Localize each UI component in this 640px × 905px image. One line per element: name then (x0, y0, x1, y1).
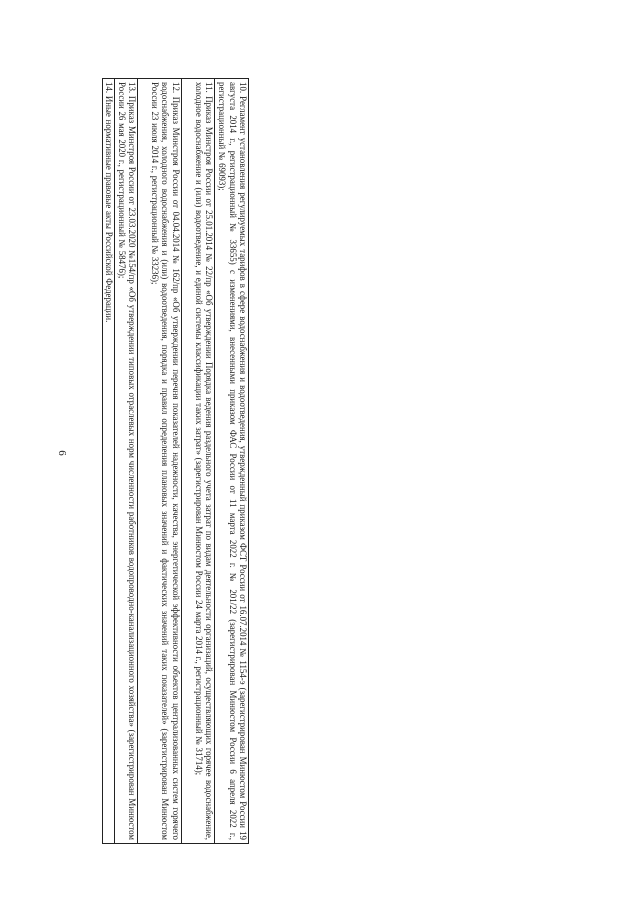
table-cell-11: 11. Приказ Минстроя России от 25.01.2014 № 22/пр «Об утверждении Порядка ведения раздельного учета затрат по видам деятельности организаций, осуществляющих горячее водоснабжение, холодное водоснабжение и (или) водоотведение, и единой системы классификации таких затрат» (зарегистрирован Минюстом России 24 марта 2014 г., регистрационный № 31714); (181, 79, 214, 844)
table-row (114, 79, 137, 844)
table-cell-13: 13. Приказ Минстроя России от 23.03.2020 №154/пр «Об утверждении типовых отраслевых норм численности работников водопроводно-канализационного хозяйства» (зарегистрирован Минюстом России 26 мая 2020 г., регистрационный № 58476); (114, 79, 137, 844)
table-row (181, 79, 214, 844)
rotated-table-wrapper (102, 78, 249, 844)
table-row (137, 79, 181, 844)
page-number: 6 (56, 450, 68, 456)
table-cell-10: 10. Регламент установления регулируемых тарифов в сфере водоснабжения и водоотведения, утвержденный приказом ФСТ России от 16.07.2014 № 1154-э (зарегистрирован Минюстом России 19 августа 2014 г., регистрационный № 33655) с изменениями, внесенными приказом ФАС России от 11 марта 2022 г. № 201/22 (зарегистрирован Минюстом России 6 апреля 2022 г., регистрационный № 69093); (215, 79, 249, 844)
table-row (103, 79, 115, 844)
table-cell-14: 14. Иные нормативные правовые акты Российской Федерации. (103, 79, 115, 844)
table-cell-12: 12. Приказ Минстроя России от 04.04.2014 № 162/пр «Об утверждении перечня показателей надежности, качества, энергетической эффективности объектов централизованных систем горячего водоснабжения, холодного водоснабжения и (или) водоотведения, порядка и правил определения плановых значений и фактических значений таких показателей» (зарегистрирован Минюстом России 23 июля 2014 г., регистрационный № 33236); (137, 79, 181, 844)
regulations-table (102, 78, 249, 844)
table-row (215, 79, 249, 844)
